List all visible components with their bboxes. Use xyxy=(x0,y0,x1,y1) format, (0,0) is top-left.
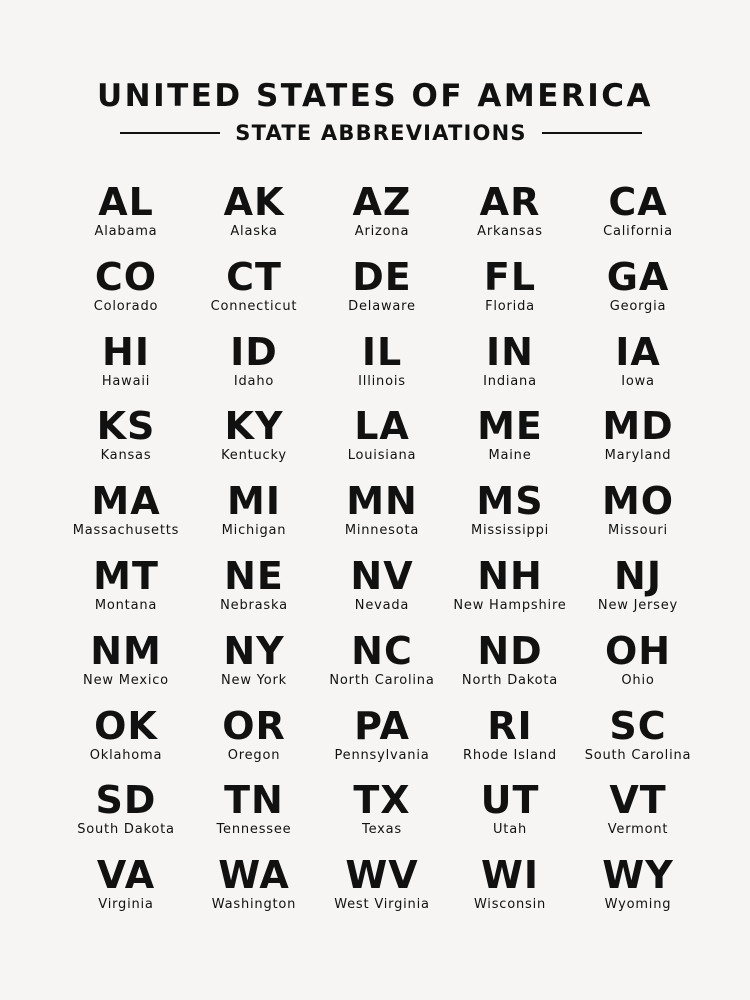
state-name: Connecticut xyxy=(210,298,298,314)
state-abbreviation: CA xyxy=(608,180,668,224)
state-abbreviation: HI xyxy=(102,329,150,374)
state-cell xyxy=(62,704,190,779)
state-name: New York xyxy=(221,672,287,688)
state-name: Texas xyxy=(362,822,402,838)
state-name: New Hampshire xyxy=(453,597,567,613)
state-abbreviation: WA xyxy=(218,853,290,898)
state-abbreviation: KY xyxy=(224,404,284,449)
state-cell xyxy=(446,180,574,255)
state-cell xyxy=(446,629,574,704)
state-cell xyxy=(318,778,446,853)
state-abbreviation: IA xyxy=(615,329,661,374)
state-cell xyxy=(574,554,702,629)
state-abbreviation: TX xyxy=(353,778,411,823)
state-cell xyxy=(574,404,702,479)
state-abbreviation: ME xyxy=(477,404,543,449)
state-name: Maryland xyxy=(604,448,672,464)
state-abbreviation: ND xyxy=(477,628,543,673)
state-name: Missouri xyxy=(608,523,668,539)
state-abbreviation: AK xyxy=(223,180,285,224)
state-cell xyxy=(190,704,318,779)
state-abbreviation: MI xyxy=(227,479,281,524)
state-name: Idaho xyxy=(233,373,275,389)
page-title: UNITED STATES OF AMERICA xyxy=(96,78,654,114)
state-abbreviation: KS xyxy=(96,404,156,449)
state-cell xyxy=(190,330,318,405)
state-name: South Dakota xyxy=(77,822,175,838)
state-abbreviation: MO xyxy=(601,479,675,524)
state-cell xyxy=(574,255,702,330)
state-name: Kentucky xyxy=(221,448,287,464)
state-abbreviation: VT xyxy=(609,778,667,823)
state-cell xyxy=(446,479,574,554)
state-abbreviation: SC xyxy=(609,703,667,748)
state-abbreviation: LA xyxy=(354,404,410,449)
state-name: Montana xyxy=(94,597,158,613)
state-cell xyxy=(318,629,446,704)
state-name: Wisconsin xyxy=(473,897,547,913)
state-name: Nebraska xyxy=(220,597,288,613)
state-name: Mississippi xyxy=(470,523,550,539)
state-cell xyxy=(574,778,702,853)
state-name: Arizona xyxy=(354,224,410,239)
state-abbreviation: RI xyxy=(487,703,533,748)
state-name: New Mexico xyxy=(83,672,169,688)
state-name: Alaska xyxy=(230,224,278,239)
left-divider xyxy=(120,132,220,134)
state-name: Arkansas xyxy=(477,224,543,239)
state-abbreviation: NH xyxy=(477,553,543,598)
state-cell xyxy=(446,404,574,479)
state-cell xyxy=(190,180,318,255)
state-cell xyxy=(318,330,446,405)
state-cell xyxy=(574,330,702,405)
state-cell xyxy=(446,778,574,853)
state-name: Maine xyxy=(488,448,532,464)
state-abbreviation: WV xyxy=(345,853,419,898)
state-cell xyxy=(318,479,446,554)
state-abbreviation: DE xyxy=(352,254,412,299)
state-cell xyxy=(190,853,318,928)
state-abbreviation: NC xyxy=(351,628,413,673)
state-cell xyxy=(62,180,190,255)
state-cell xyxy=(574,479,702,554)
state-abbreviation: MS xyxy=(476,479,544,524)
state-cell xyxy=(62,778,190,853)
state-abbreviation: MT xyxy=(93,553,159,598)
state-cell xyxy=(318,255,446,330)
state-cell xyxy=(62,330,190,405)
right-divider xyxy=(542,132,642,134)
state-abbreviation: AZ xyxy=(352,180,412,224)
state-abbreviation: PA xyxy=(354,703,410,748)
state-cell xyxy=(190,255,318,330)
state-cell xyxy=(190,629,318,704)
state-cell xyxy=(62,479,190,554)
state-abbreviation: TN xyxy=(224,778,284,823)
subtitle-row xyxy=(120,116,642,150)
state-abbreviation: NM xyxy=(90,628,162,673)
state-name: New Jersey xyxy=(597,597,679,613)
state-abbreviation: NY xyxy=(223,628,285,673)
state-abbreviation: WI xyxy=(480,853,540,898)
page-subtitle: STATE ABBREVIATIONS xyxy=(235,121,527,145)
state-cell xyxy=(446,704,574,779)
state-abbreviation: GA xyxy=(606,254,670,299)
state-name: Massachusetts xyxy=(72,523,180,539)
state-name: Kansas xyxy=(100,448,152,464)
state-name: Vermont xyxy=(607,822,669,838)
state-abbreviation: MA xyxy=(91,479,161,524)
state-cell xyxy=(190,404,318,479)
state-name: Oklahoma xyxy=(89,747,163,763)
state-cell xyxy=(446,330,574,405)
state-cell xyxy=(446,853,574,928)
state-abbreviation: VA xyxy=(96,853,156,898)
state-name: Utah xyxy=(492,822,528,838)
state-name: Ohio xyxy=(621,672,655,688)
state-abbreviation: MD xyxy=(602,404,674,449)
state-cell xyxy=(62,554,190,629)
state-name: Tennessee xyxy=(216,822,292,838)
state-name: Colorado xyxy=(93,298,159,314)
state-name: Georgia xyxy=(609,298,667,314)
state-name: North Dakota xyxy=(461,672,559,688)
state-abbreviation: NE xyxy=(224,553,284,598)
state-abbreviation: NJ xyxy=(614,553,662,598)
state-cell xyxy=(318,180,446,255)
state-cell xyxy=(574,704,702,779)
state-cell xyxy=(318,853,446,928)
state-cell xyxy=(446,255,574,330)
state-abbreviation: OH xyxy=(604,628,672,673)
state-cell xyxy=(318,704,446,779)
state-name: Washington xyxy=(211,897,297,913)
state-cell xyxy=(574,629,702,704)
state-cell xyxy=(62,255,190,330)
state-name: South Carolina xyxy=(584,747,692,763)
state-cell xyxy=(446,554,574,629)
state-abbreviation: IN xyxy=(486,329,534,374)
state-abbreviation: MN xyxy=(346,479,418,524)
state-cell xyxy=(190,554,318,629)
state-abbreviation: NV xyxy=(350,553,414,598)
state-name: North Carolina xyxy=(329,672,435,688)
state-cell xyxy=(190,479,318,554)
state-abbreviation: UT xyxy=(480,778,540,823)
state-cell xyxy=(190,778,318,853)
state-abbreviation: AL xyxy=(98,180,154,224)
state-abbreviation: SD xyxy=(95,778,157,823)
state-abbreviation: ID xyxy=(230,329,278,374)
state-name: Virginia xyxy=(98,897,154,913)
state-abbreviation: CT xyxy=(226,254,282,299)
state-abbreviation: AR xyxy=(479,180,541,224)
state-name: Nevada xyxy=(354,597,410,613)
state-cell xyxy=(318,404,446,479)
state-name: Hawaii xyxy=(101,373,151,389)
state-abbreviation: OK xyxy=(94,703,158,748)
state-name: Illinois xyxy=(358,373,406,389)
state-name: Florida xyxy=(485,298,535,314)
state-name: Rhode Island xyxy=(463,747,557,763)
state-name: Pennsylvania xyxy=(334,747,430,763)
state-name: Iowa xyxy=(621,373,655,389)
state-name: West Virginia xyxy=(334,897,430,913)
state-cell xyxy=(62,629,190,704)
state-name: California xyxy=(603,224,673,239)
state-name: Oregon xyxy=(227,747,281,763)
state-name: Indiana xyxy=(483,373,537,389)
state-name: Wyoming xyxy=(604,897,672,913)
state-cell xyxy=(318,554,446,629)
state-name: Minnesota xyxy=(344,523,420,539)
state-name: Louisiana xyxy=(347,448,417,464)
state-cell xyxy=(62,404,190,479)
state-name: Alabama xyxy=(94,224,158,239)
state-cell xyxy=(574,853,702,928)
state-grid xyxy=(62,180,702,928)
state-abbreviation: CO xyxy=(94,254,158,299)
state-abbreviation: FL xyxy=(483,254,537,299)
state-abbreviation: OR xyxy=(222,703,286,748)
state-cell xyxy=(574,180,702,255)
state-name: Delaware xyxy=(348,298,416,314)
state-cell xyxy=(62,853,190,928)
state-abbreviation: IL xyxy=(361,329,403,374)
state-name: Michigan xyxy=(221,523,287,539)
state-abbreviation: WY xyxy=(602,853,674,898)
